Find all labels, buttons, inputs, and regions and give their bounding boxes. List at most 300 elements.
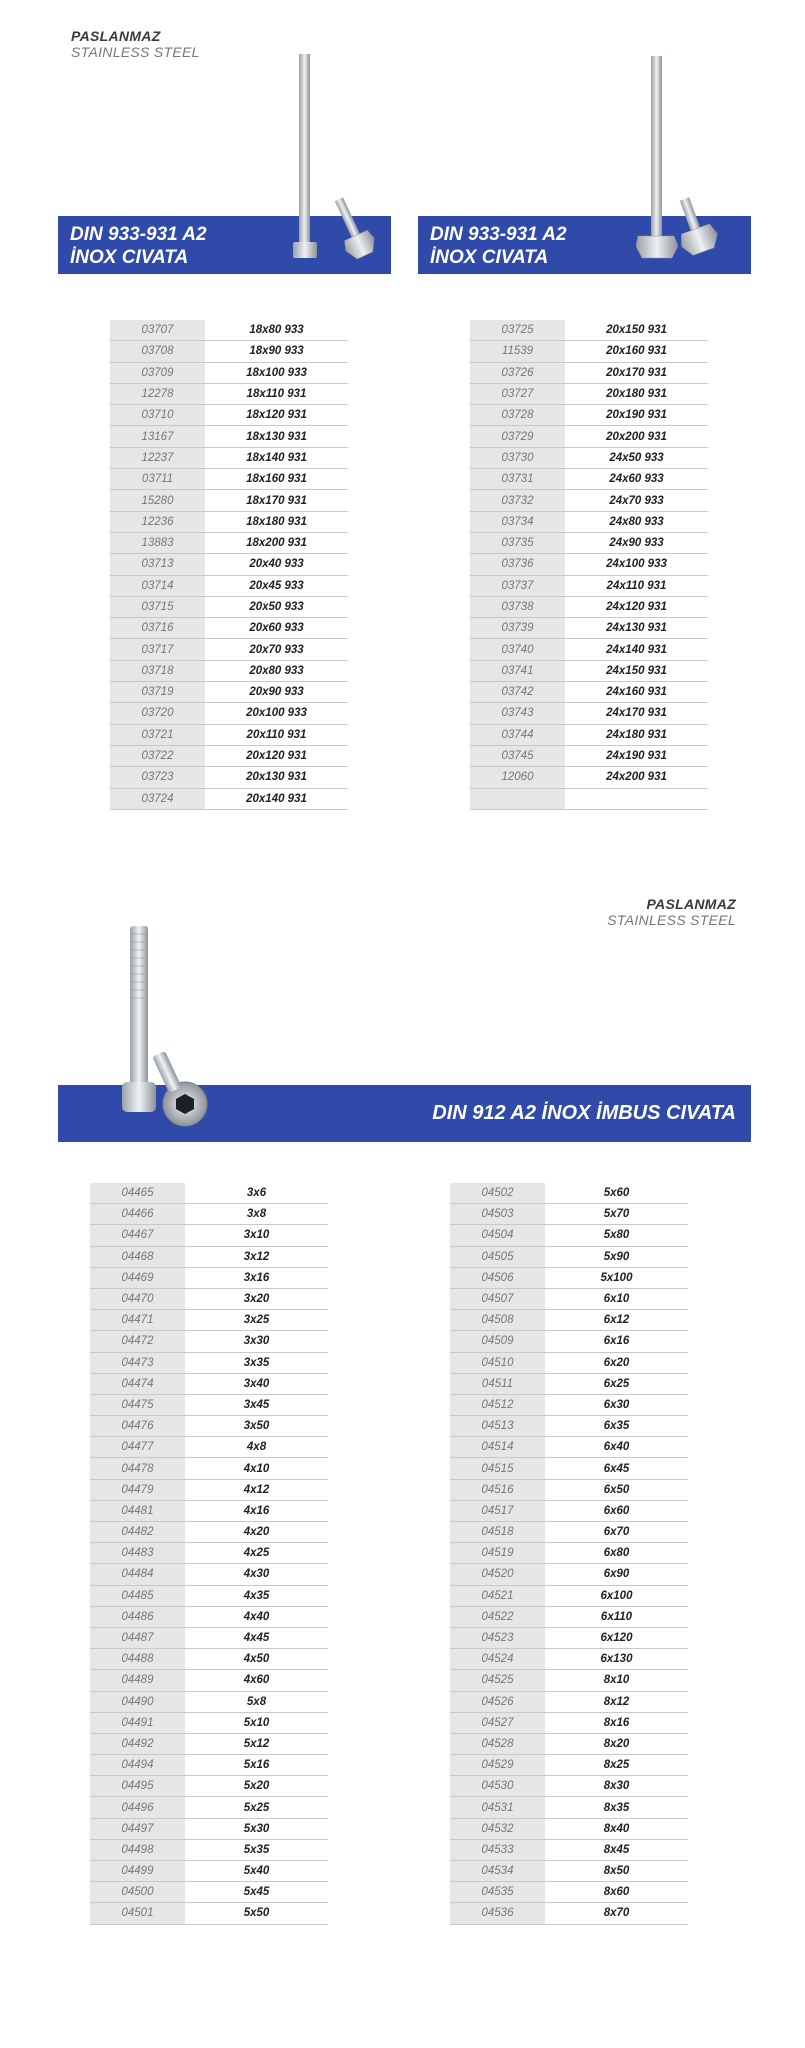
product-code: 03735	[470, 532, 565, 553]
table-row	[110, 341, 348, 362]
product-size: 8x45	[545, 1839, 688, 1860]
product-code: 03732	[470, 490, 565, 511]
product-code: 12237	[110, 447, 205, 468]
product-code: 04474	[90, 1373, 185, 1394]
table-row	[90, 1522, 328, 1543]
product-size: 5x45	[185, 1882, 328, 1903]
product-size: 6x40	[545, 1437, 688, 1458]
product-size: 3x40	[185, 1373, 328, 1394]
product-code: 04528	[450, 1733, 545, 1754]
table-row	[470, 639, 708, 660]
product-size: 24x60 933	[565, 469, 708, 490]
product-code: 03729	[470, 426, 565, 447]
product-size: 5x35	[185, 1839, 328, 1860]
product-size: 18x120 931	[205, 405, 348, 426]
table-row	[90, 1882, 328, 1903]
product-code: 04510	[450, 1352, 545, 1373]
product-code: 04489	[90, 1670, 185, 1691]
product-size: 24x80 933	[565, 511, 708, 532]
product-code: 04491	[90, 1712, 185, 1733]
table-row	[90, 1903, 328, 1924]
table-row	[90, 1288, 328, 1309]
product-size: 6x25	[545, 1373, 688, 1394]
product-size: 4x10	[185, 1458, 328, 1479]
product-size: 24x110 931	[565, 575, 708, 596]
product-size: 18x110 931	[205, 383, 348, 404]
product-code: 04471	[90, 1310, 185, 1331]
product-code: 04522	[450, 1606, 545, 1627]
table-row	[90, 1839, 328, 1860]
table-row	[450, 1267, 688, 1288]
banner-title-line2: İNOX CIVATA	[70, 247, 189, 268]
product-code: 11539	[470, 341, 565, 362]
product-code: 04497	[90, 1818, 185, 1839]
table-row	[110, 320, 348, 341]
product-code: 04469	[90, 1267, 185, 1288]
brand-subtitle: STAINLESS STEEL	[71, 44, 200, 60]
product-code: 04477	[90, 1437, 185, 1458]
product-size: 24x70 933	[565, 490, 708, 511]
table-row	[110, 532, 348, 553]
product-code: 03721	[110, 724, 205, 745]
product-code: 04505	[450, 1246, 545, 1267]
product-code: 12278	[110, 383, 205, 404]
product-code: 03715	[110, 596, 205, 617]
product-size: 20x170 931	[565, 362, 708, 383]
table-row	[470, 320, 708, 341]
product-size: 20x70 933	[205, 639, 348, 660]
product-size: 20x120 931	[205, 745, 348, 766]
table-row	[450, 1373, 688, 1394]
table-row	[90, 1755, 328, 1776]
table-row	[110, 383, 348, 404]
table-row	[90, 1394, 328, 1415]
table-row	[90, 1373, 328, 1394]
product-size: 8x50	[545, 1861, 688, 1882]
product-code: 04511	[450, 1373, 545, 1394]
product-size: 3x50	[185, 1416, 328, 1437]
product-size: 3x16	[185, 1267, 328, 1288]
table-row	[110, 362, 348, 383]
table-row	[90, 1416, 328, 1437]
table-row	[450, 1225, 688, 1246]
table-row	[450, 1627, 688, 1648]
product-size: 18x130 931	[205, 426, 348, 447]
product-size: 5x8	[185, 1691, 328, 1712]
banner-title-line1: DIN 933-931 A2	[70, 224, 207, 245]
table-row	[450, 1416, 688, 1437]
table-row	[470, 405, 708, 426]
product-size: 6x20	[545, 1352, 688, 1373]
product-size: 8x40	[545, 1818, 688, 1839]
product-size: 5x20	[185, 1776, 328, 1797]
table-row	[90, 1691, 328, 1712]
product-code: 04500	[90, 1882, 185, 1903]
product-size: 24x180 931	[565, 724, 708, 745]
product-code: 04531	[450, 1797, 545, 1818]
product-size: 5x70	[545, 1204, 688, 1225]
product-code: 03722	[110, 745, 205, 766]
table-row	[90, 1776, 328, 1797]
product-code: 04498	[90, 1839, 185, 1860]
product-size: 5x25	[185, 1797, 328, 1818]
product-code: 04484	[90, 1564, 185, 1585]
product-code: 04470	[90, 1288, 185, 1309]
product-size: 18x170 931	[205, 490, 348, 511]
table-row	[110, 767, 348, 788]
product-code: 04483	[90, 1543, 185, 1564]
product-size: 5x80	[545, 1225, 688, 1246]
product-size: 4x50	[185, 1649, 328, 1670]
table-row	[470, 703, 708, 724]
product-code: 04485	[90, 1585, 185, 1606]
product-size: 24x140 931	[565, 639, 708, 660]
table-row	[470, 447, 708, 468]
product-code: 04535	[450, 1882, 545, 1903]
table-row	[90, 1331, 328, 1352]
table-row	[90, 1352, 328, 1373]
table-row	[450, 1500, 688, 1521]
product-code: 04512	[450, 1394, 545, 1415]
product-code: 04506	[450, 1267, 545, 1288]
product-size: 5x60	[545, 1183, 688, 1204]
product-code: 04524	[450, 1649, 545, 1670]
product-size: 20x45 933	[205, 575, 348, 596]
product-size: 6x30	[545, 1394, 688, 1415]
product-size: 8x30	[545, 1776, 688, 1797]
table-row	[90, 1797, 328, 1818]
product-code: 03707	[110, 320, 205, 341]
product-size: 3x20	[185, 1288, 328, 1309]
table-row	[90, 1310, 328, 1331]
product-size: 5x40	[185, 1861, 328, 1882]
product-size: 24x90 933	[565, 532, 708, 553]
table-row	[90, 1500, 328, 1521]
product-code: 03710	[110, 405, 205, 426]
socket-cap-screw-image	[110, 922, 220, 1128]
table-row	[110, 596, 348, 617]
product-size: 4x40	[185, 1606, 328, 1627]
product-size: 20x100 933	[205, 703, 348, 724]
product-size: 3x10	[185, 1225, 328, 1246]
product-size: 18x80 933	[205, 320, 348, 341]
product-size: 6x70	[545, 1522, 688, 1543]
product-size: 6x130	[545, 1649, 688, 1670]
product-size: 20x90 933	[205, 682, 348, 703]
brand-title: PASLANMAZ	[646, 896, 736, 912]
table-row	[450, 1310, 688, 1331]
product-code: 04520	[450, 1564, 545, 1585]
product-code: 04513	[450, 1416, 545, 1437]
product-size: 8x10	[545, 1670, 688, 1691]
product-size: 8x25	[545, 1755, 688, 1776]
table-row	[110, 405, 348, 426]
product-code: 03742	[470, 682, 565, 703]
table-row	[450, 1522, 688, 1543]
product-code: 03730	[470, 447, 565, 468]
product-size: 5x12	[185, 1733, 328, 1754]
table-row	[90, 1183, 328, 1204]
product-code: 04465	[90, 1183, 185, 1204]
table-row	[90, 1818, 328, 1839]
table-row	[450, 1458, 688, 1479]
product-size: 24x160 931	[565, 682, 708, 703]
product-size: 3x45	[185, 1394, 328, 1415]
product-code: 03736	[470, 554, 565, 575]
banner-title: DIN 912 A2 İNOX İMBUS CIVATA	[432, 1102, 736, 1124]
product-size: 24x130 931	[565, 618, 708, 639]
product-size: 4x16	[185, 1500, 328, 1521]
product-code: 04496	[90, 1797, 185, 1818]
table-row	[90, 1543, 328, 1564]
hex-bolt-image	[636, 54, 726, 268]
product-size: 8x35	[545, 1797, 688, 1818]
table-row	[470, 490, 708, 511]
table-row	[90, 1246, 328, 1267]
product-code: 04532	[450, 1818, 545, 1839]
product-code: 04526	[450, 1691, 545, 1712]
product-size: 5x100	[545, 1267, 688, 1288]
product-size: 6x100	[545, 1585, 688, 1606]
table-row	[90, 1606, 328, 1627]
product-code: 04467	[90, 1225, 185, 1246]
product-size: 6x45	[545, 1458, 688, 1479]
product-size: 5x30	[185, 1818, 328, 1839]
product-code: 04492	[90, 1733, 185, 1754]
product-code: 03737	[470, 575, 565, 596]
table-row	[450, 1564, 688, 1585]
product-code: 03738	[470, 596, 565, 617]
product-code: 03717	[110, 639, 205, 660]
product-code: 04533	[450, 1839, 545, 1860]
product-code: 04508	[450, 1310, 545, 1331]
table-row	[450, 1331, 688, 1352]
product-size: 6x110	[545, 1606, 688, 1627]
table-row	[110, 788, 348, 809]
product-code: 03728	[470, 405, 565, 426]
brand-subtitle: STAINLESS STEEL	[607, 912, 736, 928]
product-size: 18x90 933	[205, 341, 348, 362]
table-row	[450, 1712, 688, 1733]
product-code: 04527	[450, 1712, 545, 1733]
product-size: 20x150 931	[565, 320, 708, 341]
product-code: 03719	[110, 682, 205, 703]
parts-table-din912-left	[90, 1183, 328, 1925]
table-row	[470, 618, 708, 639]
product-size: 20x80 933	[205, 660, 348, 681]
product-size: 20x50 933	[205, 596, 348, 617]
product-code: 04517	[450, 1500, 545, 1521]
product-code: 04473	[90, 1352, 185, 1373]
product-code: 03725	[470, 320, 565, 341]
product-code: 12236	[110, 511, 205, 532]
table-row	[470, 660, 708, 681]
table-row	[450, 1585, 688, 1606]
product-code: 04525	[450, 1670, 545, 1691]
table-row	[450, 1437, 688, 1458]
product-size: 4x35	[185, 1585, 328, 1606]
product-size: 24x170 931	[565, 703, 708, 724]
product-code: 03734	[470, 511, 565, 532]
product-code: 04488	[90, 1649, 185, 1670]
product-code: 04482	[90, 1522, 185, 1543]
table-row	[110, 682, 348, 703]
table-row	[90, 1712, 328, 1733]
product-code: 13167	[110, 426, 205, 447]
product-code: 03718	[110, 660, 205, 681]
product-code: 03743	[470, 703, 565, 724]
table-row	[110, 639, 348, 660]
product-size: 4x30	[185, 1564, 328, 1585]
product-code: 04466	[90, 1204, 185, 1225]
brand-title: PASLANMAZ	[71, 28, 161, 44]
product-code: 03716	[110, 618, 205, 639]
table-row	[470, 362, 708, 383]
product-code: 03744	[470, 724, 565, 745]
product-code: 04478	[90, 1458, 185, 1479]
table-row	[90, 1733, 328, 1754]
product-size: 20x180 931	[565, 383, 708, 404]
table-row	[450, 1352, 688, 1373]
hex-bolt-image	[285, 52, 375, 268]
product-size: 6x60	[545, 1500, 688, 1521]
product-size: 20x130 931	[205, 767, 348, 788]
product-code: 03713	[110, 554, 205, 575]
table-row	[470, 511, 708, 532]
table-row	[470, 554, 708, 575]
table-row	[450, 1818, 688, 1839]
product-code: 04530	[450, 1776, 545, 1797]
table-row	[90, 1564, 328, 1585]
product-code: 04468	[90, 1246, 185, 1267]
product-code: 03731	[470, 469, 565, 490]
table-row	[470, 767, 708, 788]
table-row	[450, 1755, 688, 1776]
product-size: 18x180 931	[205, 511, 348, 532]
product-size: 5x50	[185, 1903, 328, 1924]
table-row	[450, 1882, 688, 1903]
product-code: 04499	[90, 1861, 185, 1882]
table-row	[110, 745, 348, 766]
product-code: 04502	[450, 1183, 545, 1204]
table-row	[450, 1733, 688, 1754]
product-code: 04487	[90, 1627, 185, 1648]
table-row	[90, 1861, 328, 1882]
product-code: 04509	[450, 1331, 545, 1352]
product-size: 8x60	[545, 1882, 688, 1903]
product-code: 03726	[470, 362, 565, 383]
table-row	[450, 1204, 688, 1225]
table-row	[90, 1627, 328, 1648]
product-size: 6x120	[545, 1627, 688, 1648]
product-code: 03708	[110, 341, 205, 362]
table-row	[110, 469, 348, 490]
table-row	[90, 1225, 328, 1246]
table-row	[470, 596, 708, 617]
product-size: 5x16	[185, 1755, 328, 1776]
product-size: 6x16	[545, 1331, 688, 1352]
table-row	[90, 1585, 328, 1606]
product-size: 20x200 931	[565, 426, 708, 447]
product-size: 18x100 933	[205, 362, 348, 383]
table-row	[470, 724, 708, 745]
product-code: 04475	[90, 1394, 185, 1415]
table-row	[450, 1691, 688, 1712]
product-code: 04476	[90, 1416, 185, 1437]
product-size: 3x25	[185, 1310, 328, 1331]
product-size: 6x50	[545, 1479, 688, 1500]
parts-table-din912-right	[450, 1183, 688, 1925]
product-code: 03714	[110, 575, 205, 596]
product-code: 04519	[450, 1543, 545, 1564]
product-size: 8x70	[545, 1903, 688, 1924]
product-size: 24x150 931	[565, 660, 708, 681]
product-code: 04481	[90, 1500, 185, 1521]
table-row	[450, 1246, 688, 1267]
table-row	[90, 1458, 328, 1479]
product-size: 18x140 931	[205, 447, 348, 468]
table-row	[450, 1606, 688, 1627]
product-code: 03745	[470, 745, 565, 766]
product-code: 04529	[450, 1755, 545, 1776]
product-size: 4x12	[185, 1479, 328, 1500]
product-code: 04514	[450, 1437, 545, 1458]
product-size: 6x12	[545, 1310, 688, 1331]
table-row	[470, 469, 708, 490]
table-row	[470, 383, 708, 404]
product-code: 03739	[470, 618, 565, 639]
product-size: 18x160 931	[205, 469, 348, 490]
product-code: 03741	[470, 660, 565, 681]
product-size	[565, 788, 708, 809]
product-size: 24x100 933	[565, 554, 708, 575]
table-row	[110, 554, 348, 575]
product-size: 20x40 933	[205, 554, 348, 575]
product-code: 04486	[90, 1606, 185, 1627]
table-row	[450, 1183, 688, 1204]
product-code: 03727	[470, 383, 565, 404]
product-code: 04504	[450, 1225, 545, 1246]
table-row	[470, 788, 708, 809]
table-row	[450, 1776, 688, 1797]
banner-title-line1: DIN 933-931 A2	[430, 224, 567, 245]
table-row	[450, 1797, 688, 1818]
product-code: 04472	[90, 1331, 185, 1352]
banner-title-line2: İNOX CIVATA	[430, 247, 549, 268]
table-row	[470, 745, 708, 766]
product-code: 04495	[90, 1776, 185, 1797]
product-code: 04503	[450, 1204, 545, 1225]
table-row	[470, 532, 708, 553]
product-size: 6x10	[545, 1288, 688, 1309]
product-size: 20x140 931	[205, 788, 348, 809]
table-row	[90, 1649, 328, 1670]
table-row	[90, 1670, 328, 1691]
product-size: 6x35	[545, 1416, 688, 1437]
product-size: 5x90	[545, 1246, 688, 1267]
product-code: 03724	[110, 788, 205, 809]
table-row	[450, 1479, 688, 1500]
product-size: 3x30	[185, 1331, 328, 1352]
product-code: 03711	[110, 469, 205, 490]
table-row	[470, 426, 708, 447]
table-row	[90, 1437, 328, 1458]
parts-table-din933-right	[470, 320, 708, 810]
table-row	[110, 511, 348, 532]
table-row	[450, 1670, 688, 1691]
product-size: 20x110 931	[205, 724, 348, 745]
product-size: 3x12	[185, 1246, 328, 1267]
